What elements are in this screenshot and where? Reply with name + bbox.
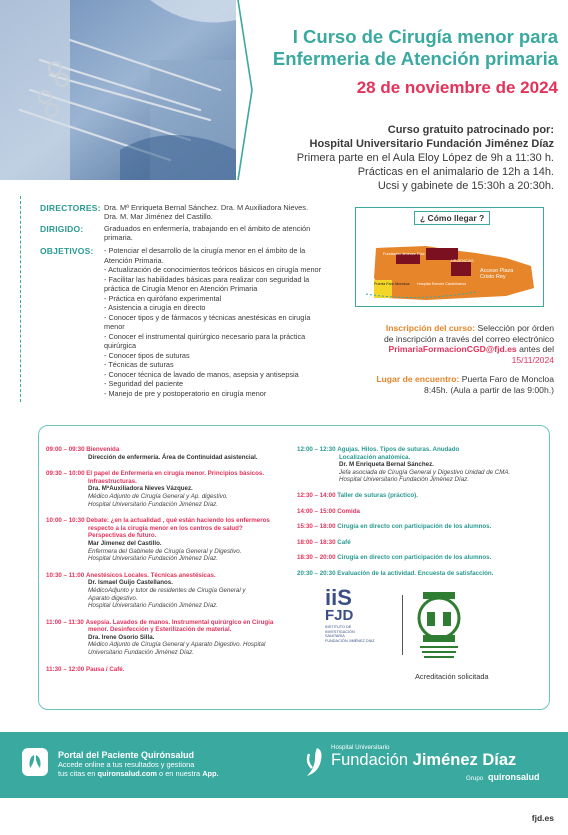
schedule-info-2: Prácticas en el animalario de 12h a 14h. [357,166,554,178]
schedule-line: Médico Adjunto de Cirugía General y Aparato Digestivo. Hospital [88,641,266,649]
schedule-item [46,517,286,563]
schedule-info-1: Primera parte en el Aula Eloy López de 9h a 11:30 h. [296,152,554,164]
patient-portal[interactable] [58,750,219,778]
directores-label: DIRECTORES: [40,203,101,213]
schedule-line: Médico Adjunto de Cirugía General y Ap. digestivo. [88,492,228,500]
chevron-divider-icon [236,0,254,180]
schedule-line: Hospital Universitario Fundación Jiménez Díaz. [339,476,469,484]
hero-surgical-instruments-photo [0,0,236,180]
portal-app: App. [202,769,219,778]
hosp-name-b: Jiménez Díaz [412,751,517,769]
objetivo-item: - Actualización de conocimientos teóricos básicos en cirugía menor [104,265,322,275]
schedule-title2: Infraestructuras. [88,477,137,485]
objetivo-item: - Técnicas de suturas [104,360,322,370]
schedule-title: Cirugía en directo con participación de los alumnos. [337,554,492,562]
schedule-line: Jefa asociada de Cirugía General y Digestivo Unidad de CMA. [339,468,511,476]
schedule-line: Aparato digestivo. [88,594,138,602]
objetivo-item: - Potenciar el desarrollo de la cirugía menor en el ámbito de la Atención Primaria. [104,246,322,265]
hosp-small: Hospital Universitario [331,744,390,751]
schedule-info-3: Ucsi y gabinete de 15:30h a 20:30h. [377,180,554,192]
directores-line1: Dra. Mª Enriqueta Bernal Sánchez. Dra. M Auxiliadora Nieves. [104,203,309,212]
course-title-line2: Enfermeria de Atención primaria [272,48,558,69]
objetivo-item: - Conocer técnica de lavado de manos, asepsia y antisepsia [104,370,322,380]
grupo-label: Grupo [466,775,484,782]
schedule-line: Dirección de enfermería. Área de Continuidad asistencial. [88,453,258,461]
schedule-item [297,523,542,531]
sponsor-name: Hospital Universitario Fundación Jiménez Díaz [309,138,554,150]
schedule-item [297,508,542,516]
course-title-line1: I Curso de Cirugía menor para [292,26,558,47]
registration-text1: Selección por órden [475,323,554,333]
schedule-time: 09:00 – 09:30 [46,446,85,453]
objetivo-item: - Conocer el instrumental quirúrgico necesario para la práctica quirúrgica [104,332,322,351]
fjd-logo-mark [303,746,327,780]
map-title: ¿ Cómo llegar ? [414,211,490,225]
fjd-logo-text: FJD [325,607,354,624]
schedule-title2: Localización anatómica. [339,453,411,461]
schedule-item [297,446,542,484]
schedule-time: 18:30 – 20:00 [297,554,336,562]
dirigido-line2: primaria. [104,233,133,242]
fjd-brand [331,744,516,769]
objetivos-label: OBJETIVOS: [40,246,94,256]
schedule-item [297,554,542,562]
map-label-fund: Fundación Jiménez Díaz [383,252,425,256]
schedule-time: 11:30 – 12:00 [46,665,85,673]
schedule-line: Universitario Fundación Jiménez Díaz. [88,649,194,657]
schedule-line: Enfermera del Gabinete de Cirugía General y Digestivo. [88,547,242,555]
directores-line2: Dra. M. Mar Jiménez del Castillo. [104,212,213,221]
sponsor-label: Curso gratuito patrocinado por: [387,124,554,136]
website-link[interactable]: fjd.es [531,813,554,823]
meeting-block [376,374,554,395]
schedule-line: MédicoAdjunto y tutor de residentes de Cirugía General y [88,586,246,594]
meeting-text2: 8:45h. (Aula a partir de las 9:00h.) [424,384,554,395]
schedule-title: Taller de suturas (práctico). [337,491,418,499]
dirigido-line1: Graduados en enfermería, trabajando en el ámbito de atención [104,224,311,233]
meeting-text: Puerta Faro de Moncloa [459,374,554,384]
portal-line1: Accede online a tus resultados y gestiona [58,760,195,769]
schedule-title: Anestésicos Locales. Técnicas anestésicas. [85,571,216,579]
registration-text2: de inscripción a través del correo electrónico [383,333,554,344]
schedule-speaker: Mar Jimenez del Castillo. [88,539,162,547]
meeting-label: Lugar de encuentro: [376,374,460,384]
schedule-time: 18:00 – 18:30 [297,538,336,546]
map-label-urg-ped: URGENCIAS PEDIÁTRICAS [436,243,485,247]
logo-divider [402,595,403,655]
accreditation-text: Acreditación solicitada [415,672,489,681]
iis-small-1: INSTITUTO DE [325,625,352,629]
quironsalud-brand: quironsalud [488,772,540,782]
accreditation-seal [414,590,464,662]
schedule-item [46,446,286,461]
schedule-line: Hospital Universitario Fundación Jiménez Díaz. [88,555,218,563]
schedule-item [297,492,542,500]
iis-fjd-logo [325,585,385,643]
schedule-item [297,570,542,578]
schedule-title: Agujas. Hilos. Tipos de suturas. Anudado [337,446,460,453]
objetivo-item: - Asistencia a cirugía en directo [104,303,322,313]
dirigido-label: DIRIGIDO: [40,224,84,234]
objetivo-item: - Manejo de pre y postoperatorio en cirugía menor [104,389,322,399]
schedule-time: 12:30 – 14:00 [297,491,336,499]
schedule-speaker: Dr. M Enriqueta Bernal Sánchez. [339,461,434,469]
schedule-item [297,539,542,547]
schedule-speaker: Dr. Ismael Guijo Castellanos. [88,579,173,587]
objetivo-item: - Seguridad del paciente [104,379,322,389]
registration-label: Inscripción del curso: [385,323,476,333]
iis-small-3: SANITARIA [325,634,345,639]
portal-link[interactable]: quironsalud.com [97,769,157,778]
schedule-title2: menor. Desinfección y Esterilización de material. [88,626,232,634]
objetivo-item: - Práctica en quirófano experimental [104,294,322,304]
schedule-item [46,470,286,508]
schedule-left-column [46,446,286,673]
schedule-time: 11:00 – 11:30 [46,618,84,626]
quironsalud-app-icon[interactable] [22,748,48,776]
schedule-title: Cirugía en directo con participación de los alumnos. [337,523,492,531]
schedule-speaker: Dra. MªAuxiliadora Nieves Vázquez. [88,485,193,493]
portal-line2-a: tus citas en [58,769,98,778]
schedule-item [46,666,286,674]
schedule-title2: respecto a la cirugía menor en los centros de salud? [88,524,243,532]
registration-deadline: 15/11/2024 [511,354,554,365]
schedule-speaker: Dra. Irene Osorio Silla. [88,633,155,641]
course-date: 28 de noviembre de 2024 [356,78,558,97]
schedule-time: 10:00 – 10:30 [46,517,85,525]
schedule-time: 14:00 – 15:00 [297,507,336,515]
iis-logo-text: iiS [325,585,352,610]
registration-email[interactable]: PrimariaFormacionCGD@fjd.es [388,344,517,355]
objetivo-item: - Facilitar las habilidades básicas para realizar con seguridad la práctica de Cirugía Menor en Atención Primaria [104,275,322,294]
map-label-hosp: Hospital Ramón Castelhanos [417,282,467,286]
schedule-title: Bienvenida [86,446,120,453]
schedule-title: Café [337,538,351,546]
schedule-item [46,572,286,610]
portal-title: Portal del Paciente Quirónsalud [58,750,195,760]
schedule-right-column [297,446,542,578]
map-label-acceso: Acceso Plaza Cristo Rey [480,268,514,280]
registration-text3: antes del [516,344,554,355]
schedule-line: Hospital Universitario Fundación Jiménez Díaz. [88,602,218,610]
schedule-title: Comida [337,507,360,515]
objetivos-list [104,246,322,398]
hosp-name-a: Fundación [331,751,413,769]
schedule-time: 09:30 – 10:00 [46,470,85,478]
schedule-time: 10:30 – 11:00 [46,571,85,579]
map-label-puerta: Puerta Faro Moncloa [374,282,410,286]
iis-small-4: FUNDACIÓN JIMÉNEZ DÍAZ [325,638,375,643]
schedule-time: 12:00 – 12:30 [297,446,336,453]
schedule-title: El papel de Enfermeria en cirugía menor. Principios básicos. [86,470,265,478]
map-label-urg: URGENCIAS [451,259,474,263]
schedule-title: Evaluación de la actividad. Encuesta de satisfacción. [337,569,494,577]
schedule-title: Pausa / Café. [85,665,125,673]
schedule-item [46,619,286,657]
schedule-title: Asepsia. Lavados de manos. Instrumental quirúrgico en Cirugía [85,618,274,626]
iis-small-2: INVESTIGACIÓN [325,629,355,634]
schedule-title: Debate: ¿en la actualidad , qué están haciendo los enfermeros [86,517,270,525]
portal-line2-c: o en nuestra [156,769,203,778]
schedule-line: Hospital Universitario Fundación Jiménez Díaz. [88,500,218,508]
schedule-time: 15:30 – 18:00 [297,523,336,531]
objetivo-item: - Conocer tipos de suturas [104,351,322,361]
objetivo-item: - Conocer tipos y de fármacos y técnicas anestésicas en cirugía menor [104,313,322,332]
registration-block [384,323,554,365]
schedule-time: 20:30 – 20:30 [297,569,336,577]
schedule-title3: Perspectivas de futuro. [88,532,157,540]
